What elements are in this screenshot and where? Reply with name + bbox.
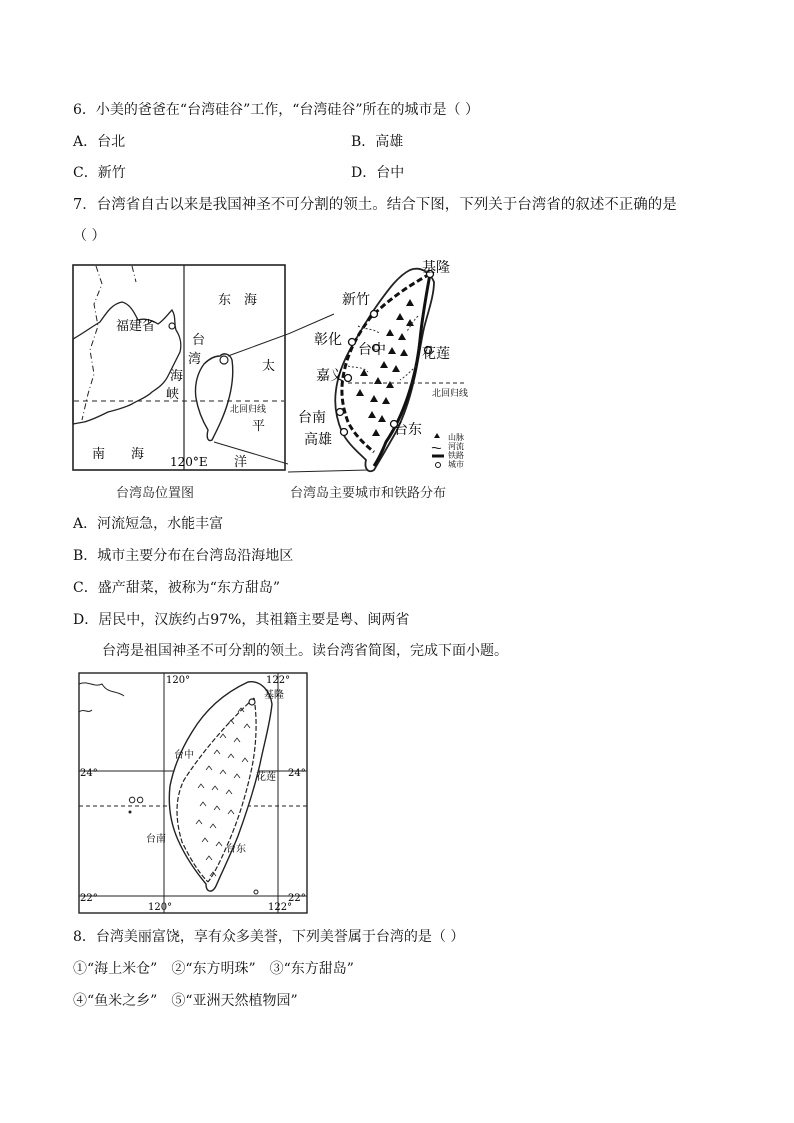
- q7-stem: 7．台湾省自古以来是我国神圣不可分割的领土。结合下图，下列关于台湾省的叙述不正确的是: [73, 197, 677, 213]
- map3-lat-22-left: 22°: [80, 893, 98, 904]
- city-taizhong: 台中: [358, 342, 386, 358]
- map3-lon-120-top: 120°: [166, 675, 191, 686]
- q7-paren: （ ）: [73, 228, 106, 244]
- map3-lon-120-bottom: 120°: [148, 902, 173, 913]
- q6-option-a[interactable]: A．台北: [73, 134, 126, 150]
- label-wan: 湾: [188, 352, 202, 367]
- taiwan-location-map: [72, 264, 288, 472]
- legend-railway: 铁路: [448, 451, 464, 460]
- map3-city-tainan: 台南: [146, 834, 166, 845]
- map3-city-taidong: 台东: [226, 844, 246, 855]
- q7-option-c[interactable]: C．盛产甜菜，被称为“东方甜岛”: [73, 580, 281, 596]
- q6-option-b[interactable]: B．高雄: [351, 134, 404, 150]
- city-zhanghua: 彰化: [314, 332, 342, 348]
- city-tainan: 台南: [298, 410, 326, 426]
- map3-lon-122-top: 122°: [266, 675, 291, 686]
- label-tai: 台: [192, 333, 206, 348]
- label-hai: 海: [170, 369, 184, 384]
- q8-stem: 8．台湾美丽富饶，享有众多美誉，下列美誉属于台湾的是（ ）: [73, 929, 465, 945]
- map3-lat-24-left: 24°: [80, 768, 98, 779]
- city-jilong: 基隆: [422, 260, 450, 276]
- label-yang: 洋: [234, 455, 248, 470]
- q6-option-d[interactable]: D．台中: [351, 165, 405, 181]
- label-fujian: 福建省: [116, 319, 156, 334]
- q8-items-row1: ①“海上米仓” ②“东方明珠” ③“东方甜岛”: [73, 961, 354, 977]
- legend-city: 城市: [448, 460, 464, 469]
- map2-legend: [432, 432, 464, 469]
- map3-lon-122-bottom: 122°: [268, 902, 293, 913]
- label-ping: 平: [252, 419, 266, 434]
- city-xinzhu: 新竹: [342, 292, 370, 308]
- q7-option-d[interactable]: D．居民中，汉族约占97%，其祖籍主要是粤、闽两省: [73, 612, 410, 628]
- q6-stem: 6．小美的爸爸在“台湾硅谷”工作，“台湾硅谷”所在的城市是（ ）: [73, 102, 479, 118]
- label-tai2: 太: [262, 359, 276, 374]
- city-gaoxiong: 高雄: [304, 432, 332, 448]
- label-xia: 峡: [166, 387, 180, 402]
- q7-option-b[interactable]: B．城市主要分布在台湾岛沿海地区: [73, 548, 294, 564]
- city-taidong: 台东: [394, 422, 422, 438]
- city-hualian: 花莲: [422, 346, 450, 362]
- label-nanhai: 南 海: [92, 447, 145, 462]
- map1-caption: 台湾岛位置图: [116, 486, 195, 501]
- map3-city-taizhong: 台中: [174, 750, 194, 761]
- map3-lat-22-right: 22°: [288, 893, 306, 904]
- label-120e: 120°E: [170, 455, 208, 469]
- q8-items-row2: ④“鱼米之乡” ⑤“亚洲天然植物园”: [73, 993, 298, 1009]
- city-jiayi: 嘉义: [316, 368, 344, 384]
- q6-option-c[interactable]: C．新竹: [73, 165, 126, 181]
- q7-option-a[interactable]: A．河流短急，水能丰富: [73, 516, 224, 532]
- legend-river: 河流: [448, 442, 464, 451]
- map3-city-jilong: 基隆: [264, 690, 284, 701]
- map3-lat-24-right: 24°: [288, 768, 306, 779]
- map2-tropic-label: 北回归线: [432, 389, 469, 399]
- legend-mountain: 山脉: [448, 433, 464, 442]
- taiwan-cities-railway-map: [288, 256, 478, 478]
- label-tropic: 北回归线: [230, 405, 267, 415]
- map2-caption: 台湾岛主要城市和铁路分布: [290, 486, 447, 501]
- label-donghai: 东 海: [218, 293, 258, 308]
- map3-city-hualian: 花莲: [256, 772, 276, 783]
- taiwan-simple-map: [78, 672, 310, 916]
- reading-intro: 台湾是祖国神圣不可分割的领土。读台湾省简图，完成下面小题。: [102, 643, 508, 659]
